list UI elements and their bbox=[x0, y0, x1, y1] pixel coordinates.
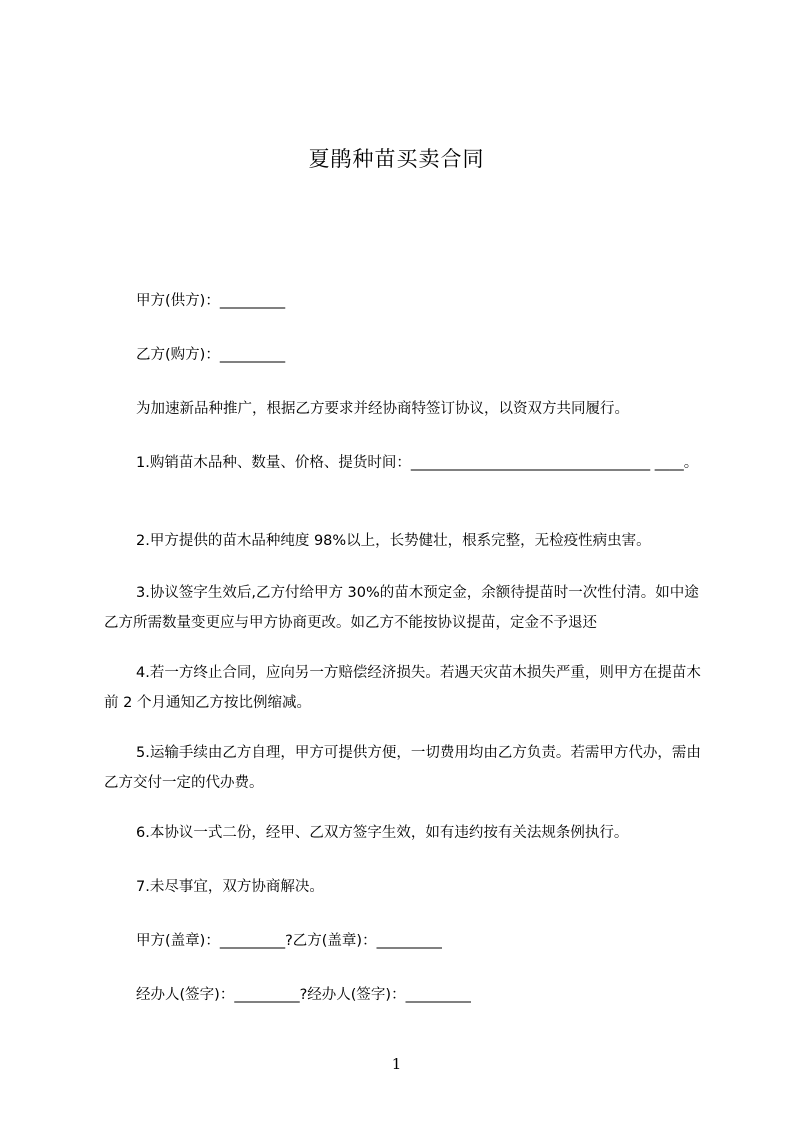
clause-4: 4.若一方终止合同，应向另一方赔偿经济损失。若遇天灾苗木损失严重，则甲方在提苗木前 2 个月通知乙方按比例缩减。 bbox=[104, 665, 701, 711]
clause-1: 1.购销苗木品种、数量、价格、提货时间：_________________________________ ____。 bbox=[136, 455, 699, 471]
clause-2: 2.甲方提供的苗木品种纯度 98%以上，长势健壮，根系完整，无检疫性病虫害。 bbox=[136, 533, 651, 549]
seal-line: 甲方(盖章)：_________?乙方(盖章)：_________ bbox=[136, 933, 442, 949]
party-a-line: 甲方(供方)：_________ bbox=[136, 293, 286, 309]
intro-paragraph: 为加速新品种推广，根据乙方要求并经协商特签订协议，以资双方共同履行。 bbox=[136, 401, 629, 417]
clause-5: 5.运输手续由乙方自理，甲方可提供方便，一切费用均由乙方负责。若需甲方代办，需由乙方交付一定的代办费。 bbox=[104, 745, 701, 791]
page-number: 1 bbox=[391, 1055, 402, 1073]
clause-6: 6.本协议一式二份，经甲、乙双方签字生效，如有违约按有关法规条例执行。 bbox=[136, 825, 629, 841]
agent-signature-line: 经办人(签字)：_________?经办人(签字)：_________ bbox=[136, 987, 471, 1003]
clause-3: 3.协议签字生效后,乙方付给甲方 30%的苗木预定金，余额待提苗时一次性付清。如中途乙方所需数量变更应与甲方协商更改。如乙方不能按协议提苗，定金不予退还 bbox=[104, 585, 699, 631]
document-title: 夏鹃种苗买卖合同 bbox=[308, 147, 485, 171]
clause-7: 7.未尽事宜，双方协商解决。 bbox=[136, 879, 324, 895]
party-b-line: 乙方(购方)：_________ bbox=[136, 347, 286, 363]
